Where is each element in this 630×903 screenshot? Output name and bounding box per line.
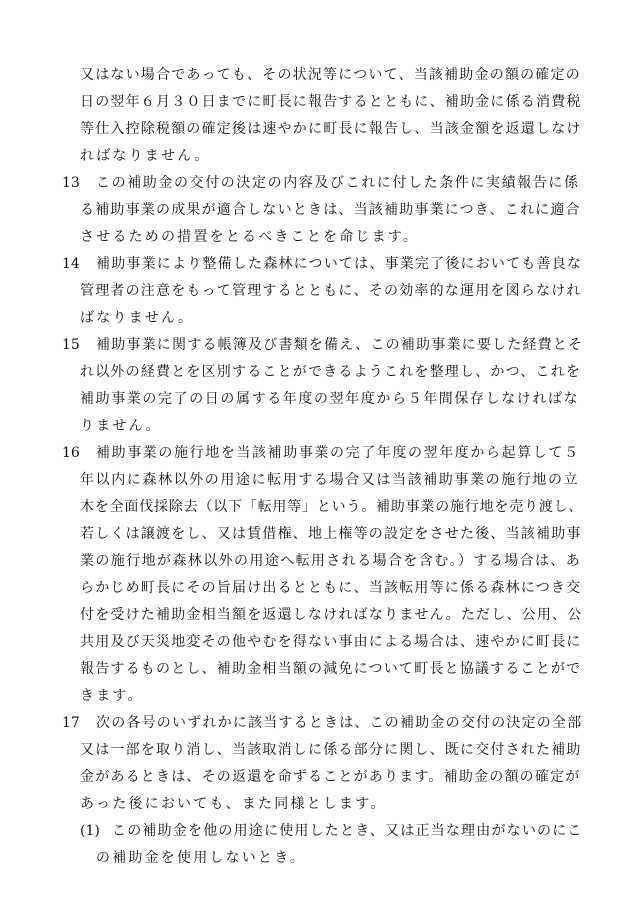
- text-line: ればなりません。: [80, 148, 211, 164]
- text-line: 等仕入控除税額の確定後は速やかに町長に報告し、当該金額を返還しなけ: [80, 121, 582, 137]
- subitem-number: (1): [80, 823, 100, 839]
- item-text-line: らかじめ町長にその旨届け出るとともに、当該転用等に係る森林につき交: [80, 580, 582, 596]
- text-line: 又はない場合であっても、その状況等について、当該補助金の額の確定の: [80, 67, 581, 83]
- item-text-line: れ以外の経費とを区別することができるようこれを整理し、かつ、これを: [80, 364, 582, 380]
- item-text-line: りません。: [80, 418, 162, 434]
- item-text-line: きます。: [80, 688, 144, 704]
- item-text-line: 報告するものとし、補助金相当額の減免について町長と協議することがで: [80, 661, 582, 677]
- item-number: 14: [62, 256, 80, 272]
- item-text-line: 補助事業により整備した森林については、事業完了後においても善良な: [96, 256, 583, 272]
- item-text-line: 次の各号のいずれかに該当するときは、この補助金の交付の決定の全部: [96, 715, 583, 731]
- item-text-line: 補助事業に関する帳簿及び書類を備え、この補助事業に要した経費とそ: [96, 337, 584, 353]
- item-text-line: 共用及び天災地変その他やむを得ない事由による場合は、速やかに町長に: [80, 634, 582, 650]
- item-text-line: 補助事業の施行地を当該補助事業の完了年度の翌年度から起算して５: [96, 445, 580, 461]
- item-text-line: 年以内に森林以外の用途に転用する場合又は当該補助事業の施行地の立: [80, 472, 580, 488]
- item-number: 16: [62, 445, 80, 461]
- item-text-line: 補助事業の完了の日の属する年度の翌年度から５年間保存しなければな: [80, 391, 580, 407]
- item-text-line: 管理者の注意をもって管理するとともに、その効率的な運用を図らなけれ: [80, 283, 582, 299]
- item-number: 13: [62, 175, 80, 191]
- item-number: 17: [62, 715, 80, 731]
- item-text-line: 又は一部を取り消し、当該取消しに係る部分に関し、既に交付された補助: [80, 742, 582, 758]
- item-text-line: あった後においても、また同様とします。: [80, 796, 387, 812]
- item-text-line: 若しくは譲渡をし、又は賃借権、地上権等の設定をさせた後、当該補助事: [80, 526, 582, 542]
- item-text-line: ばなりません。: [80, 310, 195, 326]
- subitem-text-line: の補助金を使用しないとき。: [96, 850, 307, 866]
- subitem-text-line: この補助金を他の用途に使用したとき、又は正当な理由がないのにこ: [112, 823, 583, 839]
- item-text-line: 付を受けた補助金相当額を返還しなければなりません。ただし、公用、公: [80, 607, 583, 623]
- item-text-line: この補助金の交付の決定の内容及びこれに付した条件に実績報告に係: [96, 175, 580, 191]
- item-number: 15: [62, 337, 80, 353]
- item-text-line: る補助事業の成果が適合しないときは、当該補助事業につき、これに適合: [80, 202, 581, 218]
- item-text-line: 金があるときは、その返還を命ずることがあります。補助金の額の確定が: [80, 769, 581, 785]
- item-text-line: 木を全面伐採除去（以下「転用等」という。補助事業の施行地を売り渡し、: [80, 499, 584, 515]
- item-text-line: 業の施行地が森林以外の用途へ転用される場合を含む。）する場合は、あ: [80, 553, 582, 569]
- item-text-line: させるための措置をとるべきことを命じます。: [80, 229, 420, 245]
- text-line: 日の翌年６月３０日までに町長に報告するとともに、補助金に係る消費税: [80, 94, 582, 110]
